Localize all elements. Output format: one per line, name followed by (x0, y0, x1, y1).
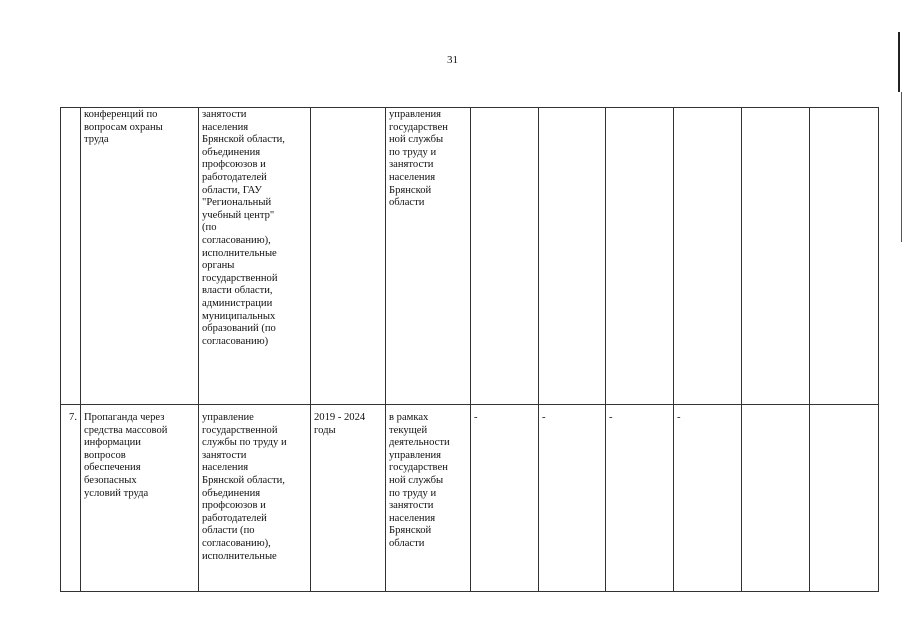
activity-name: Пропаганда через средства массовой информации вопросов обеспечения безопасных условий труда (81, 405, 199, 592)
page-number: 31 (447, 54, 458, 66)
financing-source: в рамках текущей деятельности управления государствен ной службы по труду и занятости населения Брянской области (386, 405, 471, 592)
value-cell (674, 108, 742, 405)
value-cell (810, 405, 879, 592)
table-row (61, 108, 879, 405)
row-number (61, 108, 81, 405)
value-cell (606, 108, 674, 405)
financing-source: управления государствен ной службы по труду и занятости населения Брянской области (386, 108, 471, 405)
implementation-period: 2019 - 2024 годы (311, 405, 386, 592)
value-cell (810, 108, 879, 405)
activity-name: конференций по вопросам охраны труда (81, 108, 199, 405)
value-cell: - (471, 405, 539, 592)
responsible-executors: занятости населения Брянской области, объединения профсоюзов и работодателей области, ГАУ "Региональный учебный центр" (по согласованию), исполнительные органы государственной власти области, администрации муниципальных образований (по согласованию) (199, 108, 311, 405)
implementation-period (311, 108, 386, 405)
scan-edge-mark (898, 32, 900, 92)
value-cell: - (674, 405, 742, 592)
value-cell (539, 108, 606, 405)
scan-edge-mark-secondary (901, 92, 902, 242)
value-cell (742, 405, 810, 592)
row-number: 7. (61, 405, 81, 592)
table-row (61, 405, 879, 592)
value-cell: - (539, 405, 606, 592)
value-cell: - (606, 405, 674, 592)
value-cell (742, 108, 810, 405)
value-cell (471, 108, 539, 405)
responsible-executors: управление государственной службы по труду и занятости населения Брянской области, объединения профсоюзов и работодателей области (по согласованию), исполнительные (199, 405, 311, 592)
activities-table (60, 107, 879, 592)
